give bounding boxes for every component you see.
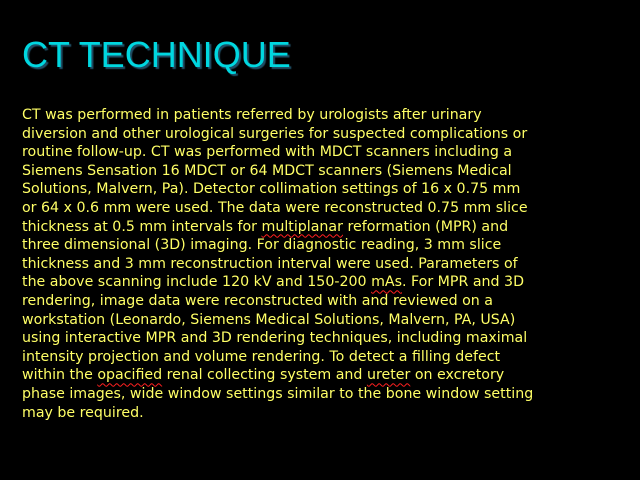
body-line: Solutions, Malvern, Pa). Detector collimation settings of 16 x 0.75 mm — [22, 181, 521, 198]
slide-title: CT TECHNIQUE — [22, 34, 291, 75]
spellcheck-word: ureter — [366, 367, 411, 384]
body-line: phase images, wide window settings similar to the bone window setting — [22, 385, 534, 402]
body-line: three dimensional (3D) imaging. For diagnostic reading, 3 mm slice — [22, 237, 502, 254]
spellcheck-word: mAs — [371, 274, 402, 291]
text-segment: . For MPR and 3D — [401, 274, 524, 291]
body-line: thickness and 3 mm reconstruction interval were used. Parameters of — [22, 255, 518, 272]
body-line — [22, 366, 620, 385]
body-line — [22, 273, 620, 292]
text-segment: the above scanning include 120 kV and 150-200 — [22, 274, 372, 291]
body-line: diversion and other urological surgeries for suspected complications or — [22, 125, 528, 142]
body-line: rendering, image data were reconstructed with and reviewed on a — [22, 292, 493, 309]
text-segment: thickness at 0.5 mm intervals for — [22, 218, 262, 235]
body-text — [22, 106, 620, 422]
body-line: Siemens Sensation 16 MDCT or 64 MDCT scanners (Siemens Medical — [22, 162, 512, 179]
body-line — [22, 218, 620, 237]
body-line: workstation (Leonardo, Siemens Medical Solutions, Malvern, PA, USA) — [22, 311, 516, 328]
body-line: intensity projection and volume rendering. To detect a filling defect — [22, 348, 501, 365]
text-segment: renal collecting system and — [162, 367, 367, 384]
body-line: routine follow-up. CT was performed with MDCT scanners including a — [22, 144, 513, 161]
body-line: using interactive MPR and 3D rendering techniques, including maximal — [22, 330, 528, 347]
text-segment: within the — [22, 367, 98, 384]
body-line: CT was performed in patients referred by urologists after urinary — [22, 107, 482, 123]
spellcheck-word: opacified — [97, 367, 163, 384]
body-line: or 64 x 0.6 mm were used. The data were reconstructed 0.75 mm slice — [22, 199, 528, 216]
text-segment: on excretory — [410, 367, 505, 384]
body-line: may be required. — [22, 404, 144, 421]
spellcheck-word: multiplanar — [261, 218, 343, 235]
text-segment: reformation (MPR) and — [342, 218, 509, 235]
